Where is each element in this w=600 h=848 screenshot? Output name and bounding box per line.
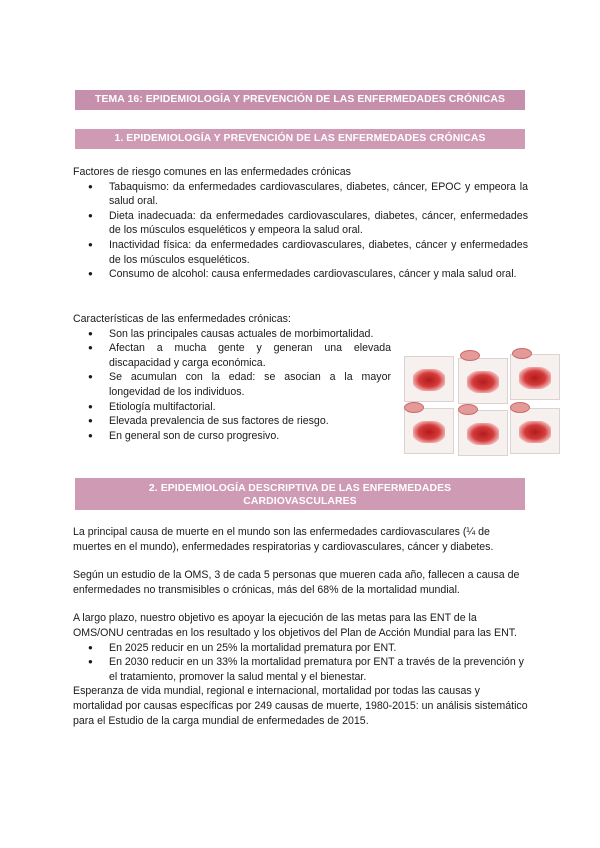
characteristics-list bbox=[73, 327, 391, 444]
population-pyramids-figure bbox=[402, 352, 560, 456]
section-2-heading-line-2: CARDIOVASCULARES bbox=[243, 496, 357, 507]
risk-factors-block bbox=[73, 165, 528, 282]
goals-list bbox=[73, 641, 528, 685]
pyramid-label-badge bbox=[510, 402, 530, 413]
list-item: ● Consumo de alcohol: causa enfermedades cardiovasculares, cáncer y mala salud oral. bbox=[73, 267, 528, 282]
list-item: ● Afectan a mucha gente y generan una elevada discapacidad y carga económica. bbox=[73, 341, 391, 370]
pyramid-thumbnail bbox=[458, 410, 508, 456]
list-item: ● Etiología multifactorial. bbox=[73, 400, 391, 415]
list-item: ● En 2025 reducir en un 25% la mortalidad prematura por ENT. bbox=[73, 641, 528, 656]
list-item: ● Elevada prevalencia de sus factores de riesgo. bbox=[73, 414, 391, 429]
paragraph: La principal causa de muerte en el mundo son las enfermedades cardiovasculares (¼ de muertes en el mundo), enfermedades respiratorias y cardiovasculares, cáncer y diabetes. bbox=[73, 526, 494, 553]
paragraph: Esperanza de vida mundial, regional e internacional, mortalidad por todas las causas y mortalidad por causas específicas por 249 causas de muerte, 1980-2015: un análisis sistemático para el Estudio de la carga mundial de enfermedades de 2015. bbox=[73, 685, 528, 727]
list-item: ● En general son de curso progresivo. bbox=[73, 429, 391, 444]
pyramid-label-badge bbox=[460, 350, 480, 361]
paragraph: Según un estudio de la OMS, 3 de cada 5 personas que mueren cada año, fallecen a causa de enfermedades no transmisibles o crónicas, más del 68% de la mortalidad mundial. bbox=[73, 569, 520, 596]
characteristics-intro: Características de las enfermedades crónicas: bbox=[73, 313, 291, 325]
pyramid-label-badge bbox=[458, 404, 478, 415]
pyramid-label-badge bbox=[404, 402, 424, 413]
section-2-body bbox=[73, 525, 528, 728]
section-2-heading-line-1: 2. EPIDEMIOLOGÍA DESCRIPTIVA DE LAS ENFERMEDADES bbox=[148, 483, 452, 494]
list-item: ● Tabaquismo: da enfermedades cardiovasculares, diabetes, cáncer, EPOC y empeora la salud oral. bbox=[73, 180, 528, 209]
pyramid-thumbnail bbox=[510, 408, 560, 454]
list-item: ● En 2030 reducir en un 33% la mortalidad prematura por ENT a través de la prevención y el tratamiento, promover la salud mental y el bienestar. bbox=[73, 655, 528, 684]
characteristics-block bbox=[73, 312, 391, 443]
pyramid-label-badge bbox=[512, 348, 532, 359]
pyramid-thumbnail bbox=[510, 354, 560, 400]
section-2-heading bbox=[75, 478, 525, 510]
list-item: ● Se acumulan con la edad: se asocian a la mayor longevidad de los individuos. bbox=[73, 370, 391, 399]
list-item: ● Inactividad física: da enfermedades cardiovasculares, diabetes, cáncer y enfermedades de los músculos esqueléticos. bbox=[73, 238, 528, 267]
page-title: TEMA 16: EPIDEMIOLOGÍA Y PREVENCIÓN DE LAS ENFERMEDADES CRÓNICAS bbox=[75, 90, 525, 110]
paragraph: A largo plazo, nuestro objetivo es apoyar la ejecución de las metas para las ENT de la OMS/ONU centradas en los resultado y los objetivos del Plan de Acción Mundial para las ENT. bbox=[73, 612, 517, 639]
pyramid-thumbnail bbox=[404, 356, 454, 402]
risk-factors-intro: Factores de riesgo comunes en las enfermedades crónicas bbox=[73, 166, 351, 178]
list-item: ● Son las principales causas actuales de morbimortalidad. bbox=[73, 327, 391, 342]
pyramid-thumbnail bbox=[458, 358, 508, 404]
pyramid-thumbnail bbox=[404, 408, 454, 454]
list-item: ● Dieta inadecuada: da enfermedades cardiovasculares, diabetes, cáncer, enfermedades de los músculos esqueléticos y empeora la salud oral. bbox=[73, 209, 528, 238]
section-1-heading: 1. EPIDEMIOLOGÍA Y PREVENCIÓN DE LAS ENFERMEDADES CRÓNICAS bbox=[75, 129, 525, 149]
risk-factors-list bbox=[73, 180, 528, 282]
